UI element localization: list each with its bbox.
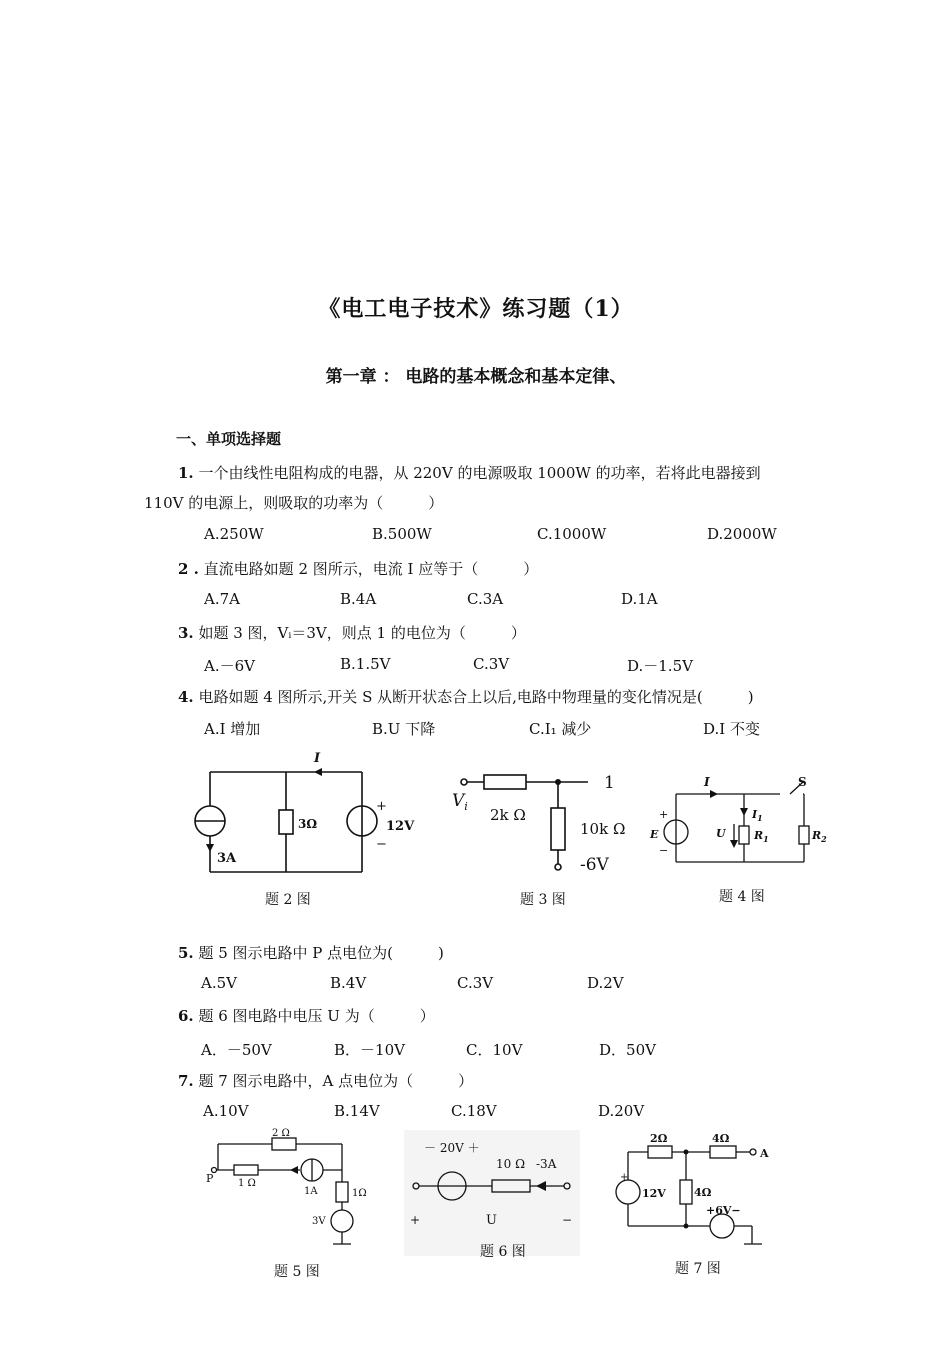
fig4-current-label: I xyxy=(704,775,710,789)
fig5-voltage-label: 3V xyxy=(312,1216,326,1227)
question-number: 3. xyxy=(178,624,194,642)
figure-4-caption: 题 4 图 xyxy=(719,889,765,905)
q4-option-c: C.I₁ 减少 xyxy=(529,720,592,738)
question-number: 2 . xyxy=(178,560,199,578)
q1-option-c: C.1000W xyxy=(537,525,607,543)
fig5-source-label: 1A xyxy=(304,1186,318,1197)
fig5-r-right-label: 1Ω xyxy=(352,1188,367,1199)
question-text: 电路如题 4 图所示,开关 S 从断开状态合上以后,电路中物理量的变化情况是( ) xyxy=(198,688,754,706)
q5-option-a: A.5V xyxy=(201,974,237,992)
fig4-switch-label: S xyxy=(798,775,807,789)
q1-option-b: B.500W xyxy=(372,525,432,543)
fig4-i1-label: $I_1$ xyxy=(752,808,763,823)
fig6-source-label: － 20V ＋ xyxy=(424,1141,480,1155)
q7-option-b: B.14V xyxy=(334,1102,380,1120)
question-number: 4. xyxy=(178,688,194,706)
q7-option-c: C.18V xyxy=(451,1102,497,1120)
question-5 xyxy=(178,942,444,963)
figure-3-caption: 题 3 图 xyxy=(520,892,566,908)
q2-option-d: D.1A xyxy=(621,590,658,608)
q3-option-d: D.－1.5V xyxy=(627,657,693,675)
figure-7-caption: 题 7 图 xyxy=(675,1261,721,1277)
fig4-u-label: U xyxy=(716,827,726,840)
fig7-r3-label: 4Ω xyxy=(694,1186,712,1199)
fig7-voltage-label: 12V xyxy=(642,1187,666,1200)
question-number: 1. xyxy=(178,464,194,482)
fig5-r-top-label: 2 Ω xyxy=(272,1128,290,1139)
fig5-node-label: P xyxy=(206,1172,214,1185)
question-text: 题 6 图电路中电压 U 为（ ） xyxy=(198,1007,435,1025)
q3-option-b: B.1.5V xyxy=(340,655,391,673)
current-arrow-icon xyxy=(290,1166,298,1174)
figure-6-caption: 题 6 图 xyxy=(480,1244,526,1260)
q7-option-d: D.20V xyxy=(598,1102,645,1120)
q5-option-c: C.3V xyxy=(457,974,494,992)
question-6 xyxy=(178,1005,435,1026)
section-heading: 一、单项选择题 xyxy=(176,430,282,448)
fig6-resistor-label: 10 Ω xyxy=(496,1157,526,1171)
question-text: 一个由线性电阻构成的电器，从 220V 的电源吸取 1000W 的功率，若将此电器接到 xyxy=(198,464,761,482)
fig4-e-label: E xyxy=(650,828,659,841)
fig6-plus: + xyxy=(410,1213,421,1227)
question-number: 7. xyxy=(178,1072,194,1090)
figure-7-circuit xyxy=(612,1130,772,1252)
q7-option-a: A.10V xyxy=(203,1102,249,1120)
q3-option-c: C.3V xyxy=(473,655,510,673)
fig6-u-label: U xyxy=(486,1213,497,1228)
q3-option-a: A.－6V xyxy=(204,657,255,675)
fig4-r2-label: $R_2$ xyxy=(812,829,827,844)
fig2-resistor-label: 3Ω xyxy=(298,817,318,831)
fig5-r-left-label: 1 Ω xyxy=(238,1178,256,1189)
q2-option-c: C.3A xyxy=(467,590,504,608)
question-1-line2: 110V 的电源上，则吸取的功率为（ ） xyxy=(144,494,444,512)
q4-option-b: B.U 下降 xyxy=(372,720,436,738)
q6-option-d: D．50V xyxy=(599,1041,656,1059)
question-text: 题 7 图示电路中，A 点电位为（ ） xyxy=(198,1072,474,1090)
fig6-current-label: -3A xyxy=(536,1157,557,1171)
q4-option-d: D.I 不变 xyxy=(703,720,760,738)
q6-option-a: A．－50V xyxy=(201,1041,272,1059)
q1-option-a: A.250W xyxy=(204,525,264,543)
figure-5-circuit xyxy=(200,1126,380,1251)
fig4-minus: − xyxy=(659,844,669,857)
fig2-current-label: I xyxy=(314,751,321,766)
fig7-node-label: A xyxy=(760,1147,769,1160)
figure-6-circuit xyxy=(404,1130,580,1256)
figure-3-circuit xyxy=(448,768,638,878)
fig2-minus: − xyxy=(376,837,387,852)
question-number: 5. xyxy=(178,944,194,962)
branch-arrow-icon xyxy=(740,808,748,816)
question-3 xyxy=(178,622,526,643)
question-2 xyxy=(178,558,538,579)
figure-2-circuit xyxy=(190,748,430,888)
question-text: 如题 3 图，Vᵢ＝3V，则点 1 的电位为（ ） xyxy=(198,624,526,642)
fig3-r2-label: 10k Ω xyxy=(580,820,626,838)
figure-4-circuit xyxy=(648,772,838,872)
fig4-plus: + xyxy=(659,808,669,821)
fig4-r1-label: $R_1$ xyxy=(754,829,769,844)
fig7-r2-label: 4Ω xyxy=(712,1132,730,1145)
fig7-source2-label: +6V− xyxy=(706,1204,741,1217)
question-text: 直流电路如题 2 图所示，电流 I 应等于（ ） xyxy=(203,560,539,578)
q6-option-c: C．10V xyxy=(466,1041,523,1059)
fig6-minus: − xyxy=(562,1213,573,1227)
current-arrow-icon xyxy=(710,790,718,798)
fig3-node-label: 1 xyxy=(604,773,615,793)
voltage-arrow-icon xyxy=(730,840,738,848)
q2-option-b: B.4A xyxy=(340,590,377,608)
q1-option-d: D.2000W xyxy=(707,525,777,543)
figure-2-caption: 题 2 图 xyxy=(265,892,311,908)
question-4 xyxy=(178,686,754,707)
figure-5-caption: 题 5 图 xyxy=(274,1264,320,1280)
fig7-r1-label: 2Ω xyxy=(650,1132,668,1145)
fig7-plus: + xyxy=(620,1172,629,1183)
fig3-supply-label: -6V xyxy=(580,855,609,875)
question-7 xyxy=(178,1070,473,1091)
q5-option-b: B.4V xyxy=(330,974,367,992)
q4-option-a: A.I 增加 xyxy=(204,720,261,738)
fig3-input-label: $V_i$ xyxy=(452,791,468,813)
current-arrow-icon xyxy=(536,1181,546,1191)
document-title: 《电工电子技术》练习题（1） xyxy=(318,296,634,322)
chapter-heading: 第一章 ： 电路的基本概念和基本定律、 xyxy=(325,367,627,387)
fig2-voltage-label: 12V xyxy=(386,819,415,834)
question-1 xyxy=(178,462,761,483)
q6-option-b: B．－10V xyxy=(334,1041,405,1059)
fig2-source-label: 3A xyxy=(217,851,237,866)
q2-option-a: A.7A xyxy=(204,590,240,608)
fig3-r1-label: 2k Ω xyxy=(490,806,526,824)
question-number: 6. xyxy=(178,1007,194,1025)
q5-option-d: D.2V xyxy=(587,974,624,992)
current-arrow-icon xyxy=(314,768,322,776)
fig2-plus: + xyxy=(376,799,387,814)
source-arrow-icon xyxy=(206,844,214,852)
question-text: 题 5 图示电路中 P 点电位为( ) xyxy=(198,944,444,962)
